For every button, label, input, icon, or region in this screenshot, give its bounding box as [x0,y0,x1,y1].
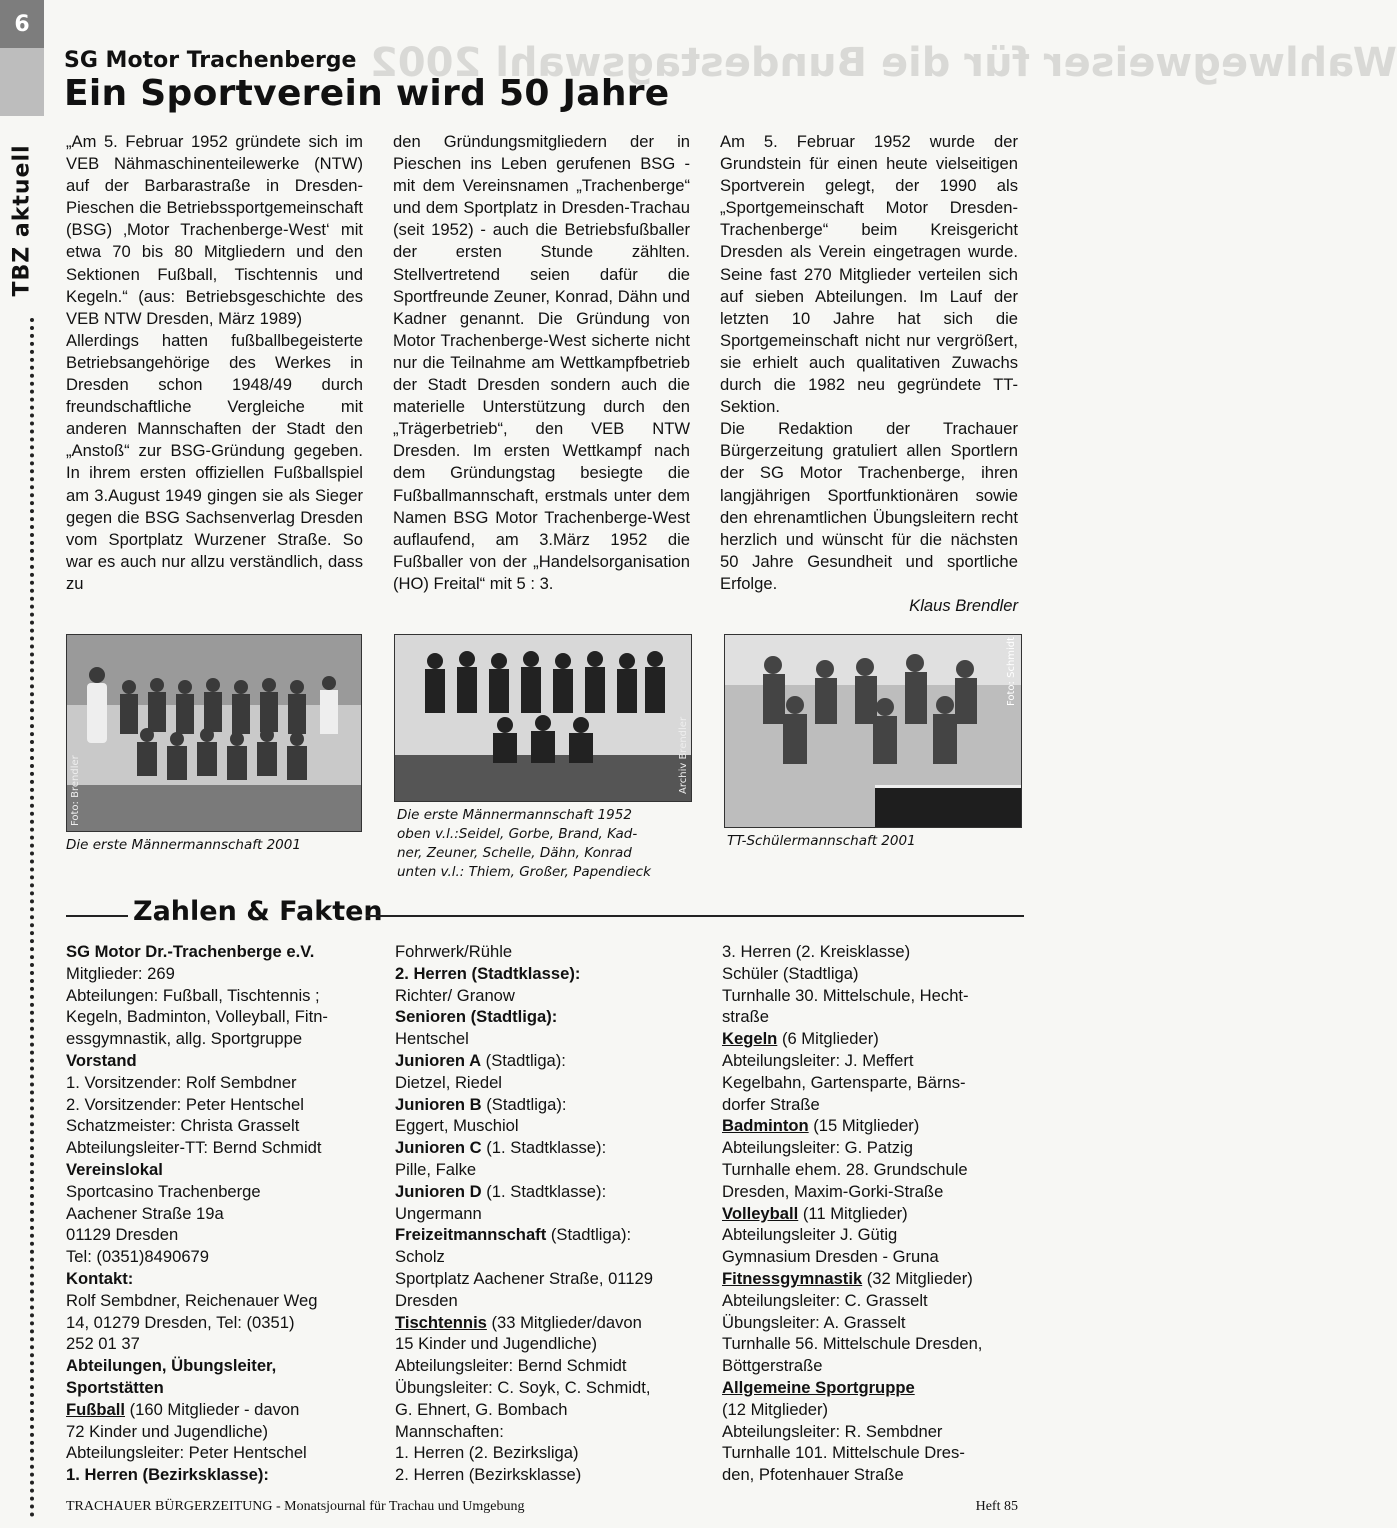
facts-line [722,1246,1022,1268]
facts-line [66,1006,366,1028]
facts-text: (12 Mitglieder) [722,1399,829,1419]
facts-line [722,941,1022,963]
facts-text: 2. Vorsitzender: Peter Hentschel [66,1094,304,1114]
facts-line [395,941,695,963]
caption-line: Die erste Männermannschaft 1952 [397,807,632,823]
article-author: Klaus Brendler [909,595,1018,615]
caption-line: ner, Zeuner, Schelle, Dähn, Konrad [397,845,632,861]
facts-line [66,1421,366,1443]
facts-text-rest: (Stadtliga): [546,1225,632,1245]
caption-line: oben v.l.:Seidel, Gorbe, Brand, Kad- [397,826,638,842]
facts-line [722,1377,1022,1399]
facts-text: Kegeln [722,1029,778,1049]
facts-line [395,1333,695,1355]
facts-text: 14, 01279 Dresden, Tel: (0351) [66,1312,295,1332]
paragraph: den Gründungsmitgliedern der in Pieschen ins Leben gerufenen BSG - mit dem Vereinsnamen „Trachenberge“ und dem Sportplatz in Dresden-Trachau (seit 1952) - auch die Betriebsfußballer der ersten Stunde zählten. Stellvertretend seien dafür die Sportfreunde Zeuner, Konrad, Dähn und Kadner genannt. Die Gründung von Motor Trachenberge-West sicherte nicht nur die Teilnahme am Wettkampfbetrieb der Stadt Dresden sondern auch die materielle Unterstützung durch den „Trägerbetrieb“, den VEB NTW Dresden. Im ersten Wettkampf nach dem Gründungstag besiegte die Fußballmannschaft, erstmals unter dem Namen BSG Motor Trachenberge-West auflaufend, am 3.März 1952 die Fußballer von der „Handelsorganisation (HO) Freital“ mit 5 : 3. [393,132,690,593]
facts-text: Ungermann [395,1203,482,1223]
facts-text: Dresden, Maxim-Gorki-Straße [722,1181,944,1201]
facts-text: 01129 Dresden [66,1225,179,1245]
facts-line [722,1072,1022,1094]
facts-line [722,1290,1022,1312]
facts-line [722,1181,1022,1203]
facts-line [395,963,695,985]
facts-text: 72 Kinder und Jugendliche) [66,1421,269,1441]
facts-text: Abteilungsleiter J. Gütig [722,1225,898,1245]
facts-text: Fitnessgymnastik [722,1268,863,1288]
facts-text-rest: (32 Mitglieder) [862,1268,973,1288]
facts-line [395,1224,695,1246]
facts-text: Gymnasium Dresden - Gruna [722,1247,939,1267]
facts-text: essgymnastik, allg. Sportgruppe [66,1029,303,1049]
facts-line [66,1399,366,1421]
facts-text: Dietzel, Riedel [395,1072,502,1092]
facts-line [395,1181,695,1203]
article-column-3 [720,131,1018,617]
facts-text: 1. Vorsitzender: Rolf Sembdner [66,1072,297,1092]
facts-text: Übungsleiter: C. Soyk, C. Schmidt, [395,1377,651,1397]
facts-line [395,1421,695,1443]
team-photo-1952 [394,634,692,802]
facts-text-rest: (1. Stadtklasse): [481,1138,607,1158]
facts-text: 1. Herren (2. Bezirksliga) [395,1443,579,1463]
facts-text-rest: (15 Mitglieder) [808,1116,920,1136]
facts-text: Tel: (0351)8490679 [66,1247,209,1267]
facts-line [66,941,366,963]
facts-text: straße [722,1007,770,1027]
facts-line [66,1224,366,1246]
facts-line [66,963,366,985]
facts-rule-right [366,915,1024,917]
caption-line: unten v.l.: Thiem, Großer, Papendieck [397,864,651,880]
facts-line [722,1442,1022,1464]
facts-line [395,1246,695,1268]
photo-caption [727,832,916,851]
facts-text-rest: (1. Stadtklasse): [481,1181,607,1201]
facts-line [395,1203,695,1225]
dotted-sidebar-line [30,318,34,1518]
facts-text: Junioren A [395,1050,482,1070]
facts-text: G. Ehnert, G. Bombach [395,1399,568,1419]
facts-text: Badminton [722,1116,809,1136]
facts-line [722,1050,1022,1072]
facts-line [722,1159,1022,1181]
facts-text: den, Pfotenhauer Straße [722,1465,904,1485]
facts-text: 2. Herren (Bezirksklasse) [395,1465,582,1485]
facts-column-2 [395,941,695,1486]
facts-line [66,1312,366,1334]
facts-line [722,1115,1022,1137]
facts-text: Fußball [66,1399,125,1419]
facts-text: Abteilungen, Übungsleiter, [66,1356,277,1376]
facts-line [722,1268,1022,1290]
facts-line [395,1355,695,1377]
facts-line [66,1181,366,1203]
facts-line [395,1399,695,1421]
paragraph: „Am 5. Februar 1952 gründete sich im VEB Nähmaschinenteilewerke (NTW) auf der Barbarastraße in Dresden-Pieschen die Betriebssportgemeinschaft (BSG) ‚Motor Trachenberge-West‘ mit etwa 70 bis 80 Mitgliedern und den Sektionen Fußball, Tischtennis und Kegeln.“ (aus: Betriebsgeschichte des VEB NTW Dresden, März 1989) [66,132,363,328]
facts-text: Hentschel [395,1029,469,1049]
photo-credit: Foto: Schmidt [1006,636,1017,706]
article-kicker: SG Motor Trachenberge [64,48,357,73]
section-label: TBZ aktuell [9,143,35,297]
facts-text: Abteilungen: Fußball, Tischtennis ; [66,985,320,1005]
facts-text: Fohrwerk/Rühle [395,942,513,961]
facts-column-1 [66,941,366,1486]
facts-line [66,1050,366,1072]
sidebar-bar [0,48,44,116]
facts-text: Freizeitmannschaft [395,1225,547,1245]
facts-text: Turnhalle 56. Mittelschule Dresden, [722,1334,983,1354]
paragraph: Die Redaktion der Trachauer Bürgerzeitung gratuliert allen Sportlern der SG Motor Trachenberge, ihren langjährigen Sportfunktionären sowie den ehrenamtlichen Übungsleitern recht herzlich und wünscht für die nächsten 50 Jahre Gesundheit und sportliche Erfolge. [720,419,1018,593]
facts-text: SG Motor Dr.-Trachenberge e.V. [66,942,315,961]
facts-line [395,1290,695,1312]
facts-line [66,1246,366,1268]
photo-caption [397,806,651,882]
facts-text: Kontakt: [66,1268,134,1288]
facts-text: Sportstätten [66,1377,164,1397]
facts-text: Abteilungsleiter: Peter Hentschel [66,1443,307,1463]
facts-line [395,1159,695,1181]
facts-text-rest: (160 Mitglieder - davon [125,1399,300,1419]
facts-line [66,1355,366,1377]
facts-line [722,963,1022,985]
facts-line [395,1115,695,1137]
facts-line [722,985,1022,1007]
facts-text: Turnhalle 30. Mittelschule, Hecht- [722,985,969,1005]
facts-line [66,1094,366,1116]
facts-text: Mannschaften: [395,1421,504,1441]
facts-title: Zahlen & Fakten [133,896,383,927]
caption-line: TT-Schülermannschaft 2001 [727,833,916,849]
facts-text: Mitglieder: 269 [66,963,175,983]
facts-line [395,1268,695,1290]
facts-text: Aachener Straße 19a [66,1203,224,1223]
photo-credit: Archiv Brendler [678,716,689,794]
paragraph: Allerdings hatten fußballbegeisterte Betriebsangehörige des Werkes in Dresden schon 1948/49 durch freundschaftliche Vergleiche mit anderen Mannschaften der Stadt den „Anstoß“ zur BSG-Gründung gegeben. In ihrem ersten offiziellen Fußballspiel am 3.August 1949 gingen sie als Sieger gegen die BSG Sachsenverlag Dresden vom Sportplatz Wurzener Straße. So war es auch nur allzu verständlich, dass zu [66,330,363,593]
facts-text: 252 01 37 [66,1334,140,1354]
facts-line [722,1399,1022,1421]
facts-line [722,1464,1022,1486]
facts-line [722,1333,1022,1355]
facts-text: Junioren B [395,1094,482,1114]
facts-line [66,985,366,1007]
facts-text: Dresden [395,1290,458,1310]
facts-line [66,1464,366,1486]
page-number: 6 [0,0,44,48]
facts-line [66,1028,366,1050]
caption-line: Die erste Männermannschaft 2001 [66,837,301,853]
facts-text: Vorstand [66,1050,137,1070]
facts-text-rest: (33 Mitglieder/davon [486,1312,642,1332]
facts-text: 3. Herren (2. Kreisklasse) [722,942,911,961]
facts-text: 1. Herren (Bezirksklasse): [66,1465,269,1485]
facts-text: Abteilungsleiter: R. Sembdner [722,1421,943,1441]
facts-text: Böttgerstraße [722,1356,823,1376]
photo-credit: Foto: Brendler [70,755,81,826]
facts-line [66,1203,366,1225]
facts-text: Sportplatz Aachener Straße, 01129 [395,1268,653,1288]
facts-text: 15 Kinder und Jugendliche) [395,1334,598,1354]
facts-line [722,1203,1022,1225]
facts-line [66,1268,366,1290]
facts-text: Turnhalle 101. Mittelschule Dres- [722,1443,965,1463]
facts-text: Abteilungsleiter: C. Grasselt [722,1290,928,1310]
article-column-2 [393,131,690,595]
team-photo-2001 [66,634,362,832]
facts-text: Eggert, Muschiol [395,1116,519,1136]
facts-line [66,1333,366,1355]
facts-text: Tischtennis [395,1312,487,1332]
facts-text: Turnhalle ehem. 28. Grundschule [722,1159,968,1179]
photo-caption [66,836,301,855]
facts-line [66,1137,366,1159]
facts-text: Abteilungsleiter: J. Meffert [722,1050,914,1070]
facts-line [66,1115,366,1137]
facts-line [66,1442,366,1464]
facts-line [722,1312,1022,1334]
facts-line [722,1094,1022,1116]
facts-text: Scholz [395,1247,445,1267]
facts-line [395,1464,695,1486]
tt-team-photo-2001 [724,634,1022,828]
facts-text: Pille, Falke [395,1159,477,1179]
facts-text: Junioren C [395,1138,482,1158]
facts-line [395,1006,695,1028]
facts-text: Allgemeine Sportgruppe [722,1377,915,1397]
footer-publication: TRACHAUER BÜRGERZEITUNG - Monatsjournal für Trachau und Umgebung [66,1499,525,1514]
facts-line [395,1442,695,1464]
facts-line [395,1094,695,1116]
facts-line [395,1137,695,1159]
facts-line [66,1377,366,1399]
facts-column-3 [722,941,1022,1486]
facts-text: Senioren (Stadtliga): [395,1007,558,1027]
facts-text-rest: (11 Mitglieder) [798,1203,908,1223]
facts-line [722,1137,1022,1159]
article-column-1 [66,131,363,595]
facts-text-rest: (Stadtliga): [481,1094,567,1114]
facts-line [722,1355,1022,1377]
facts-text: Kegeln, Badminton, Volleyball, Fitn- [66,1007,328,1027]
facts-text: Junioren D [395,1181,482,1201]
facts-line [66,1072,366,1094]
facts-line [395,985,695,1007]
facts-line [395,1028,695,1050]
footer-issue: Heft 85 [975,1499,1018,1514]
facts-line [395,1377,695,1399]
facts-text: 2. Herren (Stadtklasse): [395,963,581,983]
facts-text: Abteilungsleiter-TT: Bernd Schmidt [66,1138,322,1158]
facts-line [395,1072,695,1094]
facts-text-rest: (6 Mitglieder) [777,1029,879,1049]
facts-text: Schüler (Stadtliga) [722,963,859,983]
facts-text: Sportcasino Trachenberge [66,1181,261,1201]
facts-text: dorfer Straße [722,1094,820,1114]
facts-text: Richter/ Granow [395,985,515,1005]
facts-line [395,1050,695,1072]
facts-text: Volleyball [722,1203,799,1223]
paragraph: Am 5. Februar 1952 wurde der Grundstein für einen heute vielseitigen Sportverein gelegt, der 1990 als „Sportgemeinschaft Motor Dresden-Trachenberge“ beim Kreisgericht Dresden als Verein eingetragen wurde. Seine fast 270 Mitglieder verteilen sich auf sieben Abteilungen. Im Lauf der letzten 10 Jahre hat sich die Sportgemeinschaft nicht nur vergrößert, sie erhielt auch qualitativen Zuwachs durch die 1982 neu gegründete TT-Sektion. [720,132,1018,417]
facts-text: Abteilungsleiter: Bernd Schmidt [395,1356,627,1376]
bleed-through-title: Wahlwegweiser für die Bundestagswahl 2002 [370,40,1397,86]
article-headline: Ein Sportverein wird 50 Jahre [64,73,670,114]
facts-text: Rolf Sembdner, Reichenauer Weg [66,1290,318,1310]
facts-text-rest: (Stadtliga): [481,1050,566,1070]
facts-line [722,1224,1022,1246]
facts-line [722,1028,1022,1050]
facts-text: Abteilungsleiter: G. Patzig [722,1138,913,1158]
facts-text: Übungsleiter: A. Grasselt [722,1312,906,1332]
facts-text: Schatzmeister: Christa Grasselt [66,1116,300,1136]
facts-rule-left [66,915,128,917]
facts-line [66,1159,366,1181]
facts-line [395,1312,695,1334]
facts-text: Vereinslokal [66,1159,163,1179]
facts-text: Kegelbahn, Gartensparte, Bärns- [722,1072,966,1092]
facts-line [722,1006,1022,1028]
facts-line [66,1290,366,1312]
facts-line [722,1421,1022,1443]
